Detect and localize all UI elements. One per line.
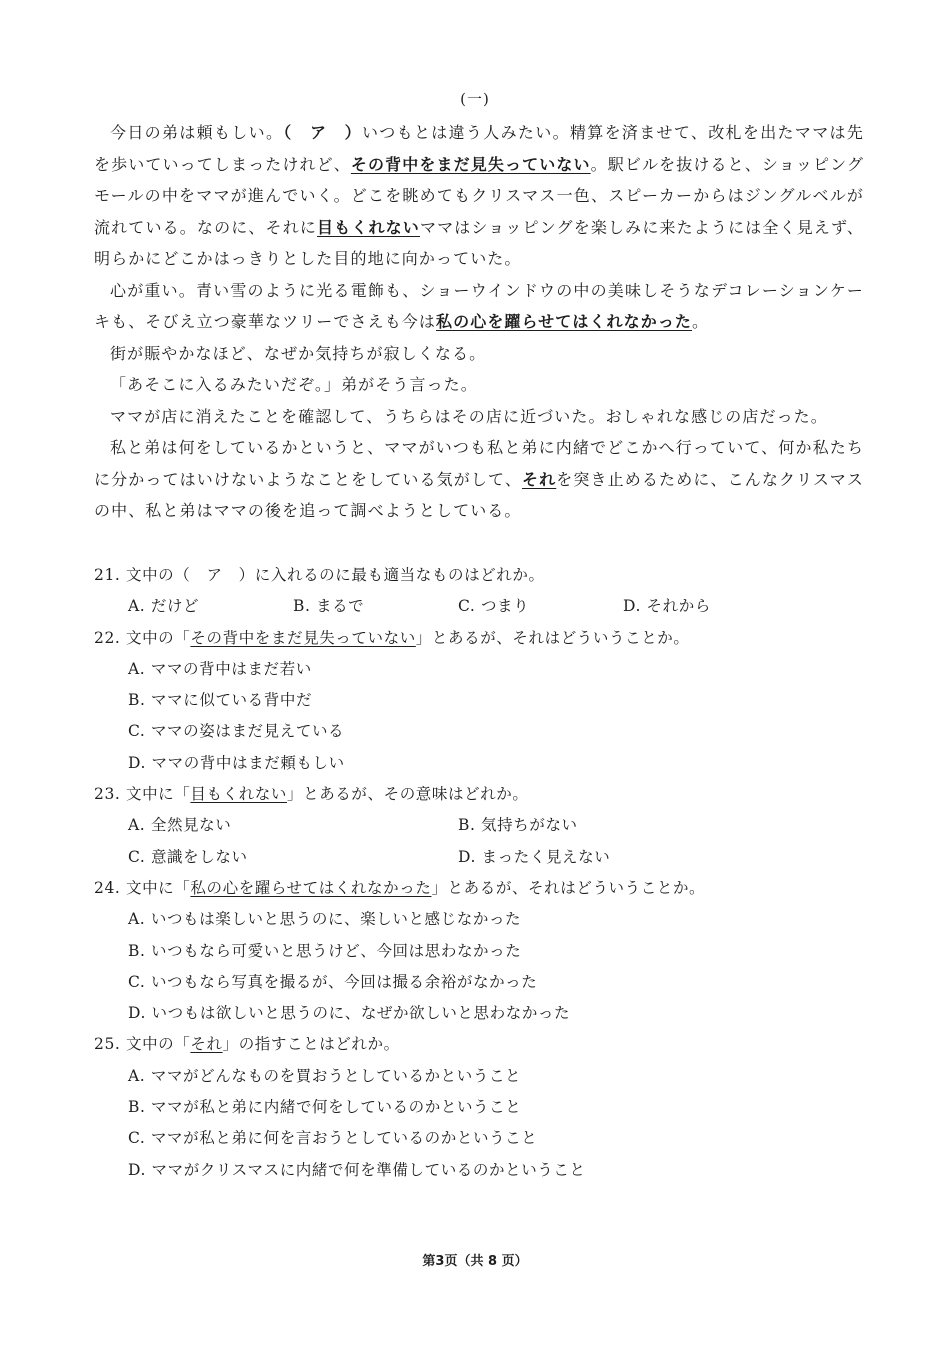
underlined-phrase-q24: 私の心を躍らせてはくれなかった <box>436 312 693 331</box>
stem-quoted-phrase: 私の心を躍らせてはくれなかった <box>190 878 432 897</box>
passage-paragraph-3: 街が賑やかなほど、なぜか気持ちが寂しくなる。 <box>110 343 487 363</box>
option-c[interactable]: C. ママが私と弟に何を言おうとしているのかということ <box>128 1129 538 1148</box>
stem-text: 24. 文中に「 <box>94 878 191 897</box>
question-25 <box>94 1029 864 1185</box>
passage-paragraph-6 <box>94 432 864 527</box>
option-b[interactable]: B. ママが私と弟に内緒で何をしているのかということ <box>128 1098 522 1117</box>
option-c[interactable]: C. つまり <box>458 597 530 616</box>
underlined-phrase-q22: その背中をまだ見失っていない <box>350 154 591 174</box>
option-d[interactable]: D. いつもは欲しいと思うのに、なぜか欲しいと思わなかった <box>128 1004 571 1023</box>
question-stem <box>94 779 864 810</box>
stem-quoted-phrase: その背中をまだ見失っていない <box>190 628 416 647</box>
option-d[interactable]: D. まったく見えない <box>458 847 611 866</box>
stem-text: 」の指すことはどれか。 <box>222 1035 400 1054</box>
question-stem <box>94 623 864 654</box>
stem-text: 」とあるが、それはどういうことか。 <box>415 628 690 647</box>
stem-text: 22. 文中の「 <box>94 628 191 647</box>
passage-paragraph-5: ママが店に消えたことを確認して、うちらはその店に近づいた。おしゃれな感じの店だった。 <box>110 406 828 426</box>
question-stem: 21. 文中の（ ア ）に入れるのに最も適当なものはどれか。 <box>94 566 545 584</box>
passage-text: 心が重い。青い雪のように光る電飾も、ショーウインドウの中の美味しそうなデコレーションケーキも、そびえ立つ豪華なツリーでさえも今は <box>94 280 864 331</box>
stem-text: 23. 文中に「 <box>94 785 191 804</box>
question-21 <box>94 560 864 623</box>
passage-text: 。駅ビルを抜けると、ショッピングモールの中をママが進んでいく。どこを眺めてもクリスマス一色、スピーカーからはジングルベルが流れている。なのに、それに <box>94 154 864 237</box>
option-d[interactable]: D. ママがクリスマスに内緒で何を準備しているのかということ <box>128 1160 586 1179</box>
option-c[interactable]: C. いつもなら写真を撮るが、今回は撮る余裕がなかった <box>128 972 538 991</box>
passage-text: ママはショッピングを楽しみに来たようには全く見えず、明らかにどこかはっきりとした目的地に向かっていた。 <box>94 217 864 268</box>
blank-a: （ ア ） <box>283 123 362 142</box>
option-d[interactable]: D. それから <box>623 597 711 616</box>
question-23 <box>94 779 864 873</box>
option-b[interactable]: B. いつもなら可愛いと思うけど、今回は思わなかった <box>128 941 522 960</box>
option-a[interactable]: A. だけど <box>128 597 200 616</box>
passage-text: 。 <box>692 312 710 331</box>
passage-paragraph-1 <box>94 117 864 275</box>
stem-text: 」とあるが、それはどういうことか。 <box>431 878 706 897</box>
question-22 <box>94 623 864 779</box>
underlined-phrase-q23: 目もくれない <box>317 217 420 237</box>
stem-quoted-phrase: 目もくれない <box>190 785 287 804</box>
options-row <box>94 591 864 622</box>
reading-passage <box>94 117 864 527</box>
section-title: (一) <box>460 90 490 108</box>
page-number: 第3页（共 8 页） <box>422 1254 528 1269</box>
passage-text: 私と弟は何をしているかというと、ママがいつも私と弟に内緒でどこかへ行っていて、何か私たちに分かってはいけないようなことをしている気がして、 <box>94 438 864 489</box>
option-b[interactable]: B. まるで <box>293 597 365 616</box>
option-a[interactable]: A. いつもは楽しいと思うのに、楽しいと感じなかった <box>128 910 522 929</box>
option-a[interactable]: A. ママの背中はまだ若い <box>128 659 312 678</box>
stem-text: 25. 文中の「 <box>94 1035 191 1054</box>
option-b[interactable]: B. 気持ちがない <box>458 816 578 835</box>
passage-text: を突き止めるために、こんなクリスマスの中、私と弟はママの後を追って調べようとしている。 <box>94 469 864 520</box>
underlined-phrase-q25: それ <box>522 469 557 489</box>
option-d[interactable]: D. ママの背中はまだ頼もしい <box>128 753 345 772</box>
passage-text: 今日の弟は頼もしい。 <box>110 123 284 142</box>
options-row <box>94 842 864 873</box>
passage-paragraph-4: 「あそこに入るみたいだぞ。」弟がそう言った。 <box>110 375 478 394</box>
option-a[interactable]: A. ママがどんなものを買おうとしているかということ <box>128 1066 522 1085</box>
question-list <box>94 560 864 1186</box>
passage-paragraph-2 <box>94 275 864 338</box>
stem-text: 」とあるが、その意味はどれか。 <box>287 785 529 804</box>
passage-text: いつもとは違う人みたい。精算を済ませて、改札を出たママは先を歩いていってしまったけれど、 <box>94 123 864 174</box>
question-stem <box>94 873 864 904</box>
option-b[interactable]: B. ママに似ている背中だ <box>128 691 313 710</box>
question-stem <box>94 1029 864 1060</box>
stem-quoted-phrase: それ <box>190 1035 223 1054</box>
option-c[interactable]: C. 意識をしない <box>128 847 248 866</box>
question-24 <box>94 873 864 1029</box>
option-c[interactable]: C. ママの姿はまだ見えている <box>128 722 345 741</box>
options-row <box>94 810 864 841</box>
option-a[interactable]: A. 全然見ない <box>128 816 232 835</box>
